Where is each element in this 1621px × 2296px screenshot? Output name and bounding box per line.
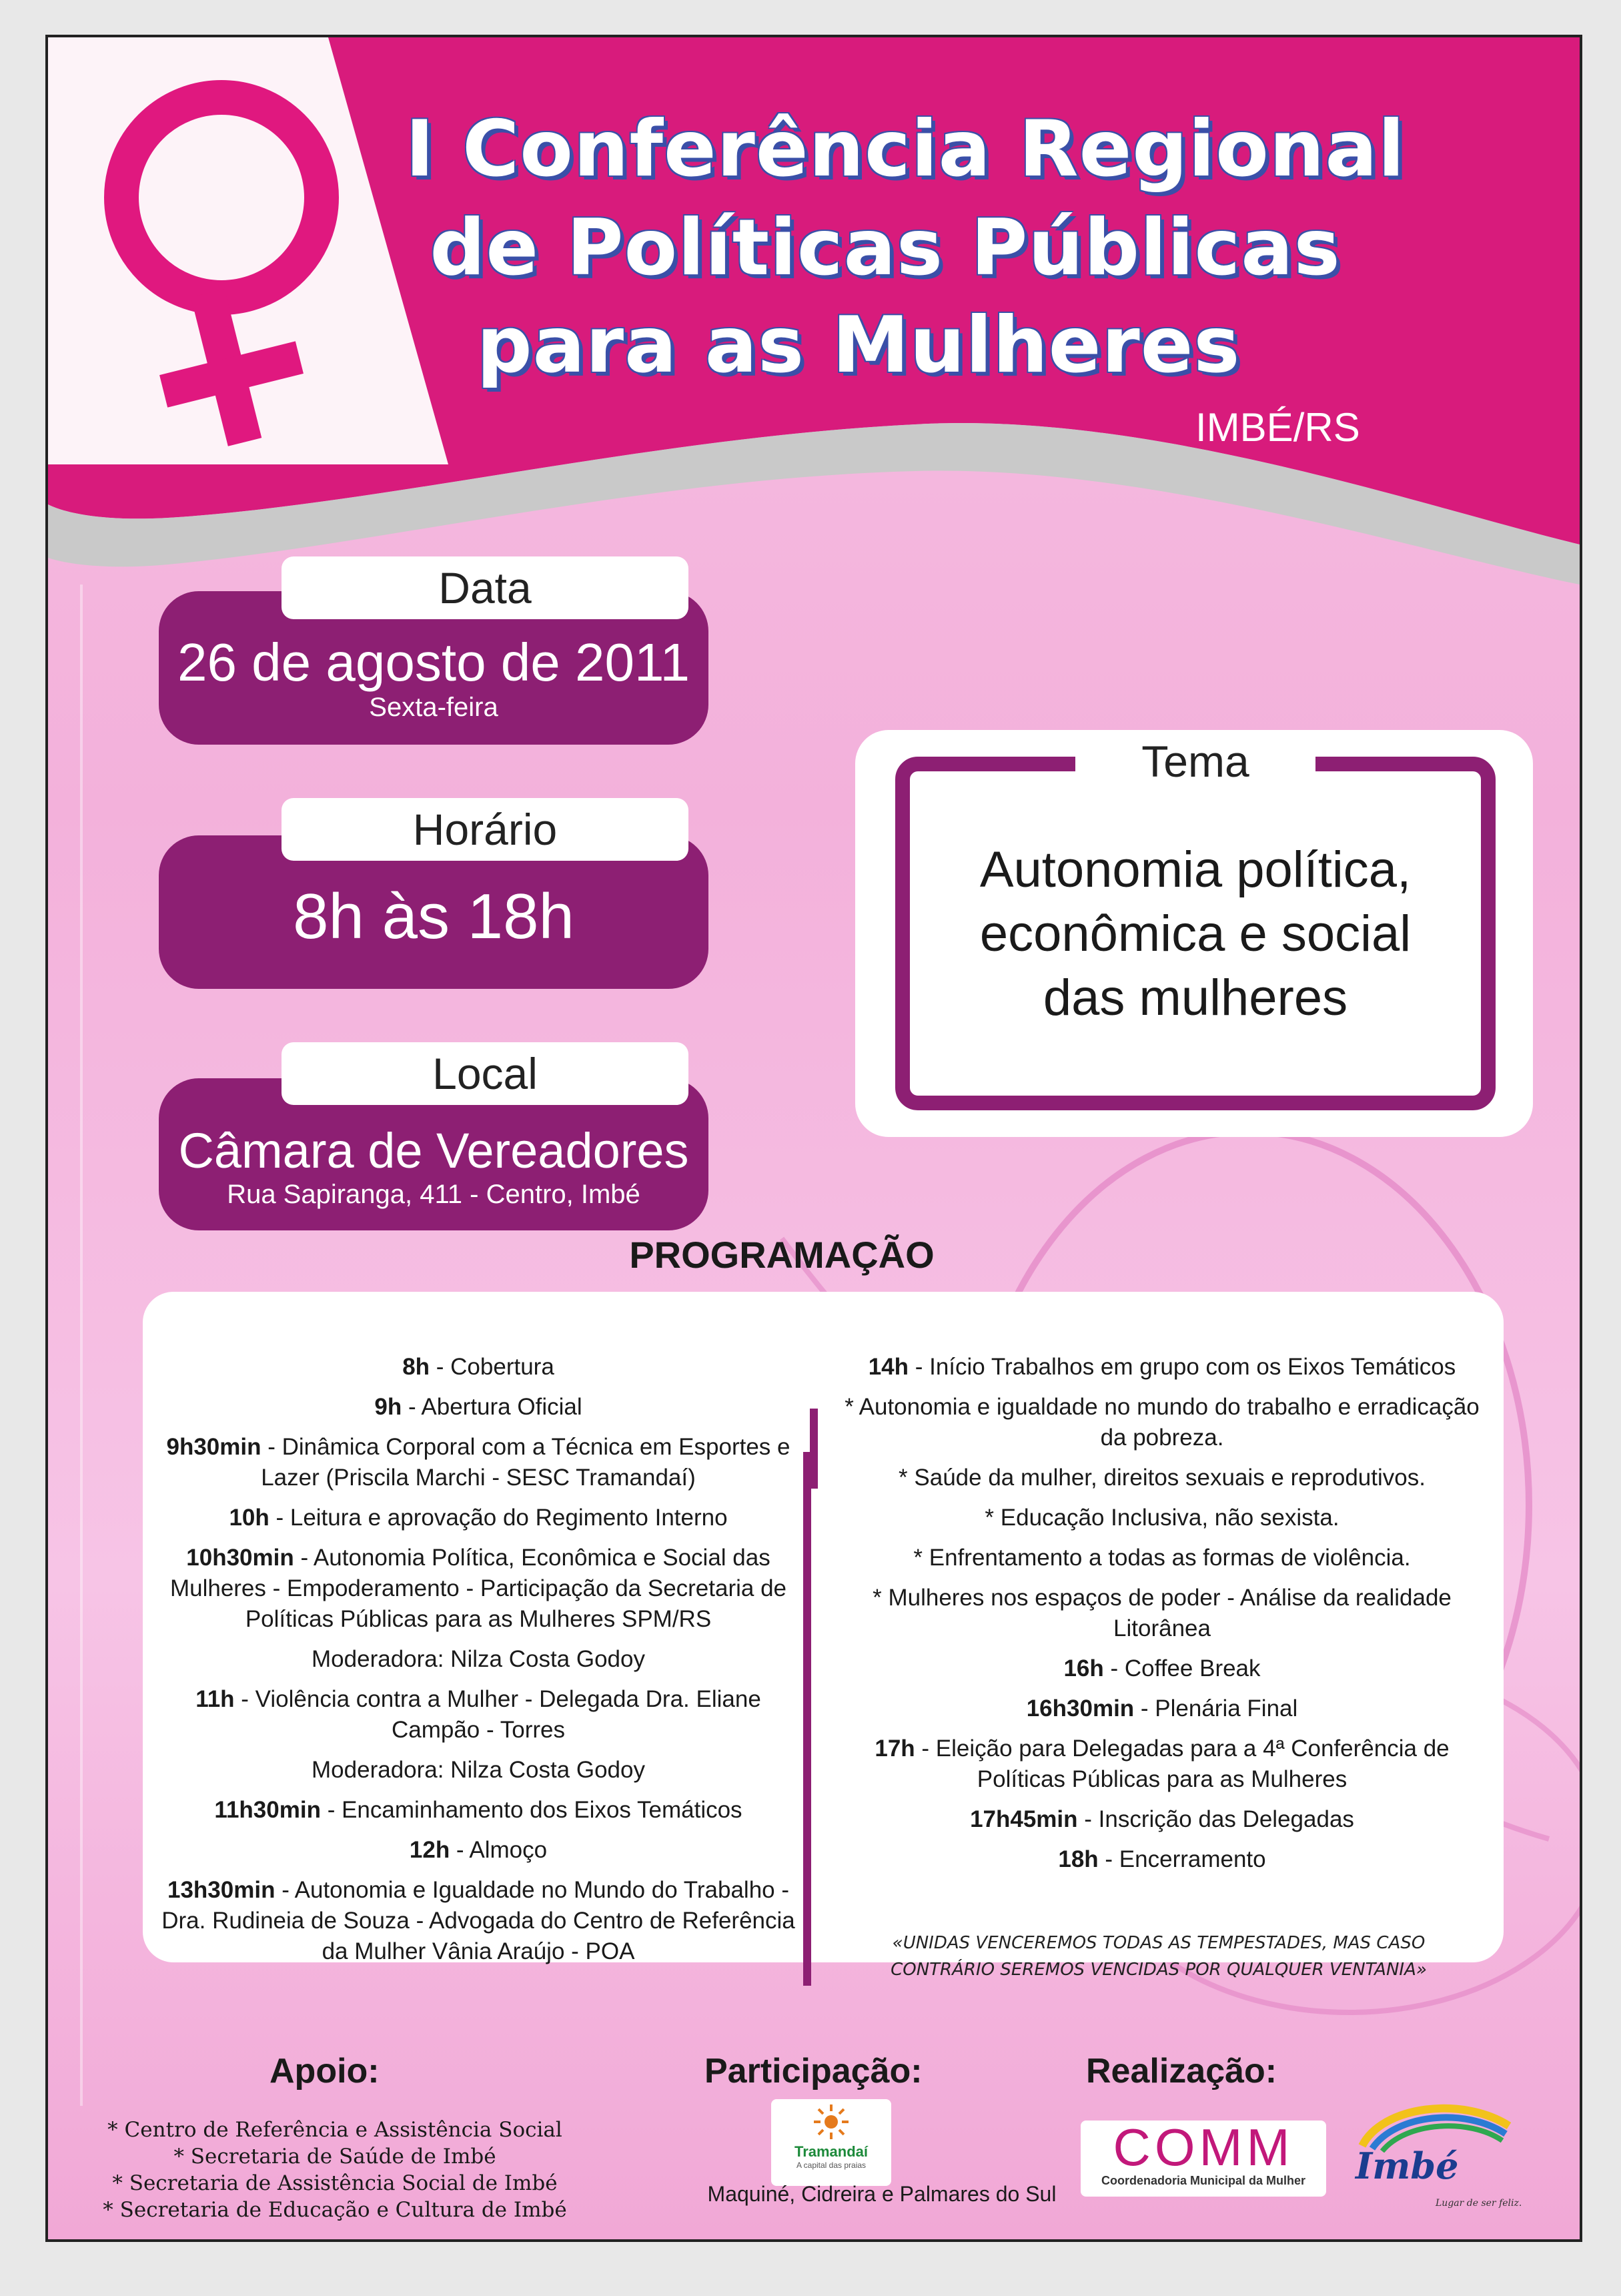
title-line-3: para as Mulheres <box>476 300 1241 390</box>
theme-label: Tema <box>1075 731 1315 791</box>
support-item: * Secretaria de Assistência Social de Imbé <box>112 2171 558 2195</box>
schedule-text: Moderadora: Nilza Costa Godoy <box>312 1646 645 1672</box>
comm-subtitle: Coordenadoria Municipal da Mulher <box>1101 2174 1306 2187</box>
schedule-time: 18h <box>1058 1846 1099 1872</box>
tramandai-name: Tramandaí <box>794 2143 869 2160</box>
schedule-item <box>829 1463 1496 1493</box>
poster <box>45 35 1582 2242</box>
schedule-time: 8h <box>402 1354 430 1380</box>
tramandai-tagline: A capital das praias <box>796 2161 867 2170</box>
title-line-2: de Políticas Públicas <box>430 203 1341 293</box>
schedule-item <box>161 1352 795 1383</box>
schedule-item <box>829 1392 1496 1453</box>
schedule-item <box>161 1432 795 1493</box>
quote-line-1: «UNIDAS VENCEREMOS TODAS AS TEMPESTADES, MAS CASO <box>892 1933 1426 1953</box>
schedule-time: 13h30min <box>167 1877 276 1903</box>
support-item: * Secretaria de Educação e Cultura de Imbé <box>103 2198 567 2222</box>
schedule-text: - Autonomia Política, Econômica e Social das Mulheres - Empoderamento - Participação da Secretaria de Políticas Públicas para as Mulheres SPM/RS <box>169 1545 787 1632</box>
imbe-arc-icon <box>1342 2092 1522 2153</box>
schedule-time: 12h <box>409 1837 450 1863</box>
theme-line-3: das mulheres <box>1043 970 1348 1026</box>
schedule-item <box>829 1503 1496 1533</box>
schedule-text: - Leitura e aprovação do Regimento Interno <box>269 1505 728 1531</box>
schedule-text: - Dinâmica Corporal com a Técnica em Esportes e Lazer (Priscila Marchi - SESC Tramandaí) <box>261 1434 790 1491</box>
schedule-right-column <box>829 1352 1496 1884</box>
tramandai-logo <box>771 2099 891 2186</box>
schedule-text: Moderadora: Nilza Costa Godoy <box>312 1757 645 1783</box>
schedule-divider-left <box>803 1452 811 1986</box>
comm-name: COMM <box>1113 2118 1294 2177</box>
comm-logo <box>1081 2118 1326 2197</box>
schedule-text: - Violência contra a Mulher - Delegada Dra. Eliane Campão - Torres <box>234 1686 761 1743</box>
schedule-text: * Educação Inclusiva, não sexista. <box>985 1505 1339 1531</box>
schedule-time: 9h <box>374 1394 402 1420</box>
schedule-text: - Plenária Final <box>1134 1695 1298 1721</box>
schedule-time: 10h30min <box>186 1545 294 1571</box>
schedule-text: * Autonomia e igualdade no mundo do trabalho e erradicação da pobreza. <box>845 1394 1480 1451</box>
support-item: * Secretaria de Saúde de Imbé <box>173 2145 496 2169</box>
support-item: * Centro de Referência e Assistência Social <box>107 2118 562 2142</box>
schedule-text: * Saúde da mulher, direitos sexuais e reprodutivos. <box>899 1465 1426 1491</box>
schedule-item <box>829 1804 1496 1835</box>
theme-text <box>909 838 1482 1030</box>
schedule-item <box>161 1644 795 1675</box>
schedule-item <box>161 1835 795 1866</box>
date-sub: Sexta-feira <box>369 693 498 722</box>
schedule-text: - Cobertura <box>430 1354 554 1380</box>
schedule-item <box>829 1734 1496 1795</box>
schedule-text: - Abertura Oficial <box>402 1394 582 1420</box>
sun-icon <box>811 2103 851 2141</box>
schedule-item <box>161 1795 795 1826</box>
imbe-logo <box>1342 2092 1522 2219</box>
schedule-item <box>829 1693 1496 1724</box>
schedule-text: - Encaminhamento dos Eixos Temáticos <box>320 1797 742 1823</box>
schedule-text: - Coffee Break <box>1103 1655 1261 1681</box>
location-address: Rua Sapiranga, 411 - Centro, Imbé <box>227 1180 640 1209</box>
support-list <box>95 2117 575 2223</box>
schedule-text: - Inscrição das Delegadas <box>1077 1806 1354 1832</box>
location-value: Câmara de Vereadores <box>178 1123 689 1178</box>
quote <box>829 1930 1489 1983</box>
schedule-text: * Mulheres nos espaços de poder - Análise da realidade Litorânea <box>873 1585 1452 1641</box>
quote-line-2: CONTRÁRIO SEREMOS VENCIDAS POR QUALQUER VENTANIA» <box>891 1960 1427 1980</box>
schedule-title: PROGRAMAÇÃO <box>629 1234 935 1276</box>
schedule-time: 11h30min <box>214 1797 321 1823</box>
schedule-item <box>829 1653 1496 1684</box>
schedule-item <box>161 1875 795 1967</box>
schedule-text: - Eleição para Delegadas para a 4ª Conferência de Políticas Públicas para as Mulheres <box>915 1736 1450 1792</box>
time-label: Horário <box>282 798 688 861</box>
schedule-item <box>161 1755 795 1786</box>
schedule-item <box>829 1543 1496 1573</box>
schedule-item <box>829 1352 1496 1383</box>
date-label: Data <box>282 556 688 619</box>
schedule-time: 9h30min <box>166 1434 261 1460</box>
schedule-item <box>161 1684 795 1746</box>
schedule-text: - Autonomia e Igualdade no Mundo do Trabalho - Dra. Rudineia de Souza - Advogada do Centro de Referência da Mulher Vânia Araújo - POA <box>161 1877 795 1964</box>
support-heading: Apoio: <box>269 2052 380 2090</box>
participation-text: Maquiné, Cidreira e Palmares do Sul <box>707 2182 1057 2206</box>
schedule-text: - Almoço <box>450 1837 548 1863</box>
organization-heading: Realização: <box>1086 2052 1277 2090</box>
imbe-tagline: Lugar de ser feliz. <box>1436 2198 1522 2209</box>
schedule-text: - Encerramento <box>1098 1846 1266 1872</box>
schedule-text: - Início Trabalhos em grupo com os Eixos Temáticos <box>909 1354 1456 1380</box>
schedule-time: 14h <box>868 1354 909 1380</box>
location-label: Local <box>282 1042 688 1105</box>
schedule-time: 10h <box>229 1505 269 1531</box>
schedule-time: 11h <box>195 1686 235 1712</box>
schedule-time: 17h <box>875 1736 915 1762</box>
schedule-item <box>161 1503 795 1533</box>
schedule-item <box>829 1844 1496 1875</box>
theme-line-1: Autonomia política, <box>979 841 1412 898</box>
schedule-text: * Enfrentamento a todas as formas de violência. <box>913 1545 1411 1571</box>
imbe-name: Imbé <box>1356 2145 1459 2187</box>
schedule-divider-top <box>810 1409 818 1489</box>
schedule-time: 16h30min <box>1026 1695 1135 1721</box>
schedule-item <box>161 1392 795 1423</box>
title-line-1: I Conferência Regional <box>405 104 1406 194</box>
theme-line-2: econômica e social <box>979 905 1412 962</box>
schedule-time: 16h <box>1063 1655 1104 1681</box>
schedule-item <box>161 1543 795 1635</box>
schedule-left-column <box>161 1352 795 1976</box>
schedule-time: 17h45min <box>970 1806 1078 1832</box>
city-label: IMBÉ/RS <box>1195 405 1360 450</box>
participation-heading: Participação: <box>704 2052 923 2090</box>
schedule-item <box>829 1583 1496 1644</box>
time-value: 8h às 18h <box>293 881 574 952</box>
date-value: 26 de agosto de 2011 <box>177 633 690 692</box>
